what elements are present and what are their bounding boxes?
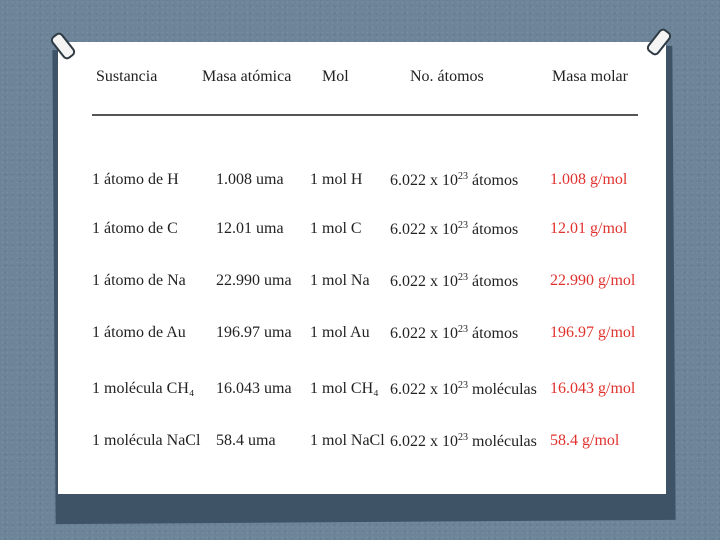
cell-masa-molar: 12.01 g/mol xyxy=(550,220,628,237)
cell-masa-molar: 22.990 g/mol xyxy=(550,272,636,289)
cell-sustancia: 1 átomo de H xyxy=(92,171,179,188)
cell-mol: 1 mol Na xyxy=(310,272,370,289)
cell-mol: 1 mol Au xyxy=(310,324,370,341)
cell-mol: 1 mol NaCl xyxy=(310,432,385,449)
cell-no-atomos: 6.022 x $10^{23}$ átomos xyxy=(390,324,519,342)
header-masa-molar: Masa molar xyxy=(552,68,628,85)
cell-masa-atomica: 22.990 uma xyxy=(216,272,292,289)
cell-mol: 1 mol CH₄ xyxy=(310,380,379,397)
cell-sustancia: 1 átomo de Na xyxy=(92,272,186,289)
cell-sustancia: 1 molécula CH₄ xyxy=(92,380,195,397)
cell-masa-atomica: 16.043 uma xyxy=(216,380,292,397)
cell-no-atomos: 6.022 x $10^{23}$ átomos xyxy=(390,272,519,290)
cell-no-atomos: 6.022 x $10^{23}$ átomos xyxy=(390,220,519,238)
cell-masa-atomica: 1.008 uma xyxy=(216,171,284,188)
cell-masa-molar: 1.008 g/mol xyxy=(550,171,628,188)
slide xyxy=(58,42,666,494)
header-masa-atomica: Masa atómica xyxy=(202,68,292,85)
cell-masa-molar: 58.4 g/mol xyxy=(550,432,620,449)
cell-masa-molar: 16.043 g/mol xyxy=(550,380,636,397)
cell-masa-atomica: 58.4 uma xyxy=(216,432,276,449)
header-no-atomos: No. átomos xyxy=(410,68,484,85)
header-sustancia: Sustancia xyxy=(96,68,158,85)
header-mol: Mol xyxy=(322,68,349,85)
cell-masa-atomica: 196.97 uma xyxy=(216,324,292,341)
cell-no-atomos: 6.022 x $10^{23}$ moléculas xyxy=(390,380,537,398)
cell-sustancia: 1 átomo de Au xyxy=(92,324,186,341)
cell-sustancia: 1 molécula NaCl xyxy=(92,432,201,449)
header-divider xyxy=(92,114,638,116)
cell-mol: 1 mol C xyxy=(310,220,362,237)
cell-no-atomos: 6.022 x $10^{23}$ moléculas xyxy=(390,432,537,450)
cell-sustancia: 1 átomo de C xyxy=(92,220,178,237)
cell-masa-molar: 196.97 g/mol xyxy=(550,324,636,341)
cell-masa-atomica: 12.01 uma xyxy=(216,220,284,237)
cell-no-atomos: 6.022 x $10^{23}$ átomos xyxy=(390,171,519,189)
cell-mol: 1 mol H xyxy=(310,171,363,188)
